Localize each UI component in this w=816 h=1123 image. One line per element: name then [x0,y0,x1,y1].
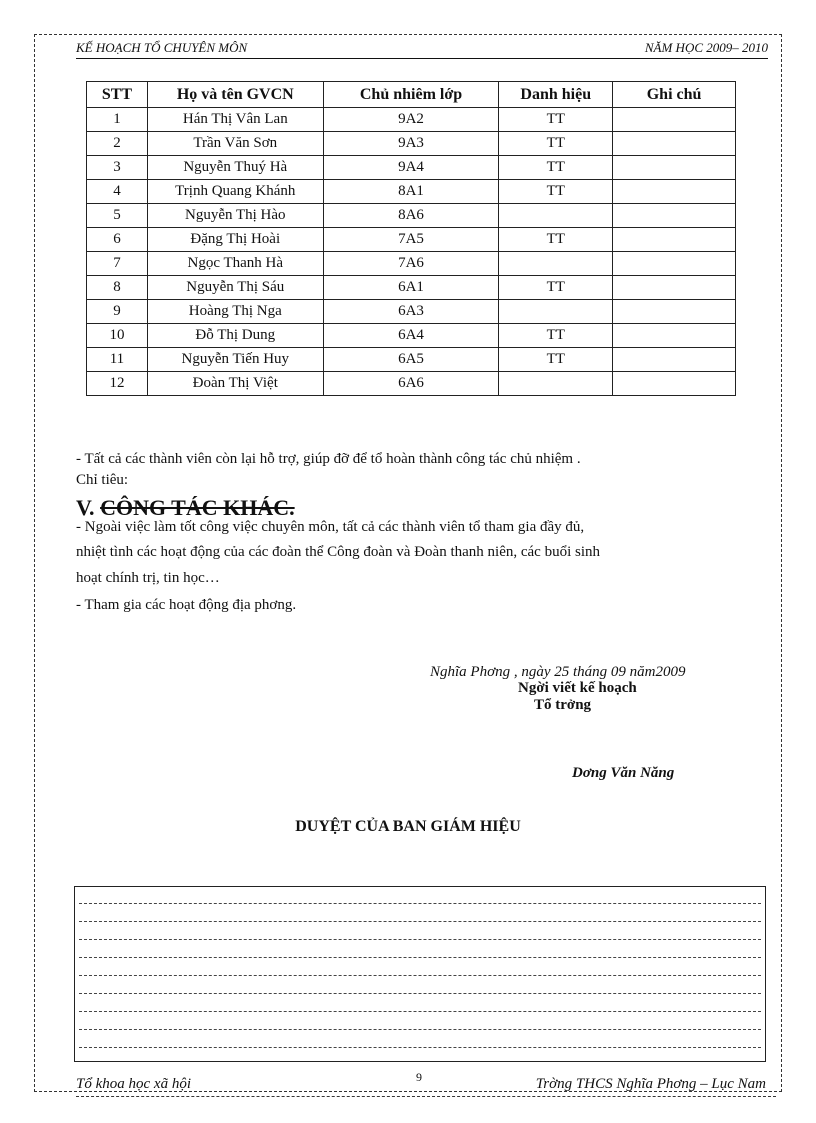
section-heading [76,495,295,521]
other-work-line-1: - Ngoài việc làm tốt công việc chuyên môn, tất cả các thành viên tổ tham gia đầy đủ, [76,519,585,535]
approval-title: DUYỆT CỦA BAN GIÁM HIỆU [295,818,521,835]
approval-box [74,886,766,1062]
cell-class: 8A1 [323,180,499,204]
cell-title: TT [499,132,613,156]
cell-teacher-name: Trịnh Quang Khánh [147,180,323,204]
col-header-title: Danh hiệu [499,82,613,108]
place-date: Nghĩa Phơng , ngày 25 tháng 09 năm2009 [430,664,686,680]
writer-position: Tổ trởng [534,697,592,713]
cell-teacher-name: Nguyễn Thị Hào [147,204,323,228]
footer-department: Tổ khoa học xã hội [76,1076,191,1092]
cell-note [613,228,736,252]
cell-title: TT [499,324,613,348]
cell-teacher-name: Ngọc Thanh Hà [147,252,323,276]
section-title: CÔNG TÁC KHÁC. [100,495,295,520]
page-number: 9 [416,1070,422,1084]
page-header [76,40,768,59]
col-header-class: Chủ nhiêm lớp [323,82,499,108]
header-plan-title: KẾ HOẠCH TỔ CHUYÊN MÔN [76,40,248,55]
table-row [87,300,736,324]
table-row [87,324,736,348]
cell-teacher-name: Trần Văn Sơn [147,132,323,156]
col-header-stt: STT [87,82,148,108]
cell-class: 6A3 [323,300,499,324]
cell-title [499,204,613,228]
cell-title [499,252,613,276]
cell-stt: 12 [87,372,148,396]
other-work-line-3: hoạt chính trị, tin học… [76,570,220,586]
cell-class: 9A3 [323,132,499,156]
cell-teacher-name: Hoàng Thị Nga [147,300,323,324]
cell-title [499,300,613,324]
cell-note [613,204,736,228]
table-row [87,348,736,372]
local-activity-line: - Tham gia các hoạt động địa phơng. [76,597,297,613]
writer-name: Dơng Văn Năng [572,765,675,781]
cell-class: 6A6 [323,372,499,396]
dotted-line [79,903,761,904]
other-work-line-2: nhiệt tình các hoạt động của các đoàn thể Công đoàn và Đoàn thanh niên, các buổi sinh [76,544,601,560]
cell-teacher-name: Nguyễn Thị Sáu [147,276,323,300]
cell-stt: 7 [87,252,148,276]
dotted-line [79,939,761,940]
writer-role: Ngời viết kế hoạch [518,680,637,696]
homeroom-teacher-table [86,81,736,396]
dotted-line [79,1029,761,1030]
cell-class: 7A6 [323,252,499,276]
cell-teacher-name: Nguyễn Thuý Hà [147,156,323,180]
target-label: Chỉ tiêu: [76,472,129,488]
cell-stt: 4 [87,180,148,204]
footer-school: Trờng THCS Nghĩa Phơng – Lục Nam [535,1076,766,1092]
table-row [87,276,736,300]
table-row [87,204,736,228]
cell-stt: 8 [87,276,148,300]
cell-stt: 2 [87,132,148,156]
cell-stt: 3 [87,156,148,180]
cell-title: TT [499,276,613,300]
table-row [87,156,736,180]
dotted-line [79,1047,761,1048]
cell-note [613,132,736,156]
cell-note [613,108,736,132]
cell-note [613,252,736,276]
cell-class: 6A5 [323,348,499,372]
cell-note [613,372,736,396]
cell-note [613,276,736,300]
dotted-line [79,1011,761,1012]
cell-title: TT [499,228,613,252]
cell-stt: 6 [87,228,148,252]
cell-title: TT [499,108,613,132]
cell-stt: 10 [87,324,148,348]
cell-class: 9A2 [323,108,499,132]
cell-stt: 5 [87,204,148,228]
col-header-note: Ghi chú [613,82,736,108]
table-row [87,108,736,132]
cell-note [613,348,736,372]
dotted-line [79,993,761,994]
table-row [87,180,736,204]
cell-note [613,324,736,348]
cell-stt: 9 [87,300,148,324]
cell-title [499,372,613,396]
dotted-line [79,921,761,922]
cell-teacher-name: Đoàn Thị Việt [147,372,323,396]
header-school-year: NĂM HỌC 2009– 2010 [644,40,768,55]
section-number: V. [76,495,95,520]
cell-teacher-name: Hán Thị Vân Lan [147,108,323,132]
dotted-line [79,957,761,958]
cell-class: 9A4 [323,156,499,180]
cell-note [613,300,736,324]
dotted-line [79,975,761,976]
cell-title: TT [499,156,613,180]
cell-note [613,180,736,204]
table-row [87,132,736,156]
cell-class: 6A4 [323,324,499,348]
table-header-row [87,82,736,108]
cell-stt: 11 [87,348,148,372]
cell-teacher-name: Đặng Thị Hoài [147,228,323,252]
cell-class: 6A1 [323,276,499,300]
table-row [87,252,736,276]
support-line: - Tất cả các thành viên còn lại hỗ trợ, giúp đỡ để tổ hoàn thành công tác chủ nhiệm . [76,451,581,467]
page-footer [76,1070,776,1097]
table-row [87,228,736,252]
cell-title: TT [499,180,613,204]
cell-note [613,156,736,180]
cell-teacher-name: Đỗ Thị Dung [147,324,323,348]
table-row [87,372,736,396]
cell-class: 7A5 [323,228,499,252]
cell-stt: 1 [87,108,148,132]
col-header-name: Họ và tên GVCN [147,82,323,108]
cell-title: TT [499,348,613,372]
cell-teacher-name: Nguyễn Tiến Huy [147,348,323,372]
cell-class: 8A6 [323,204,499,228]
